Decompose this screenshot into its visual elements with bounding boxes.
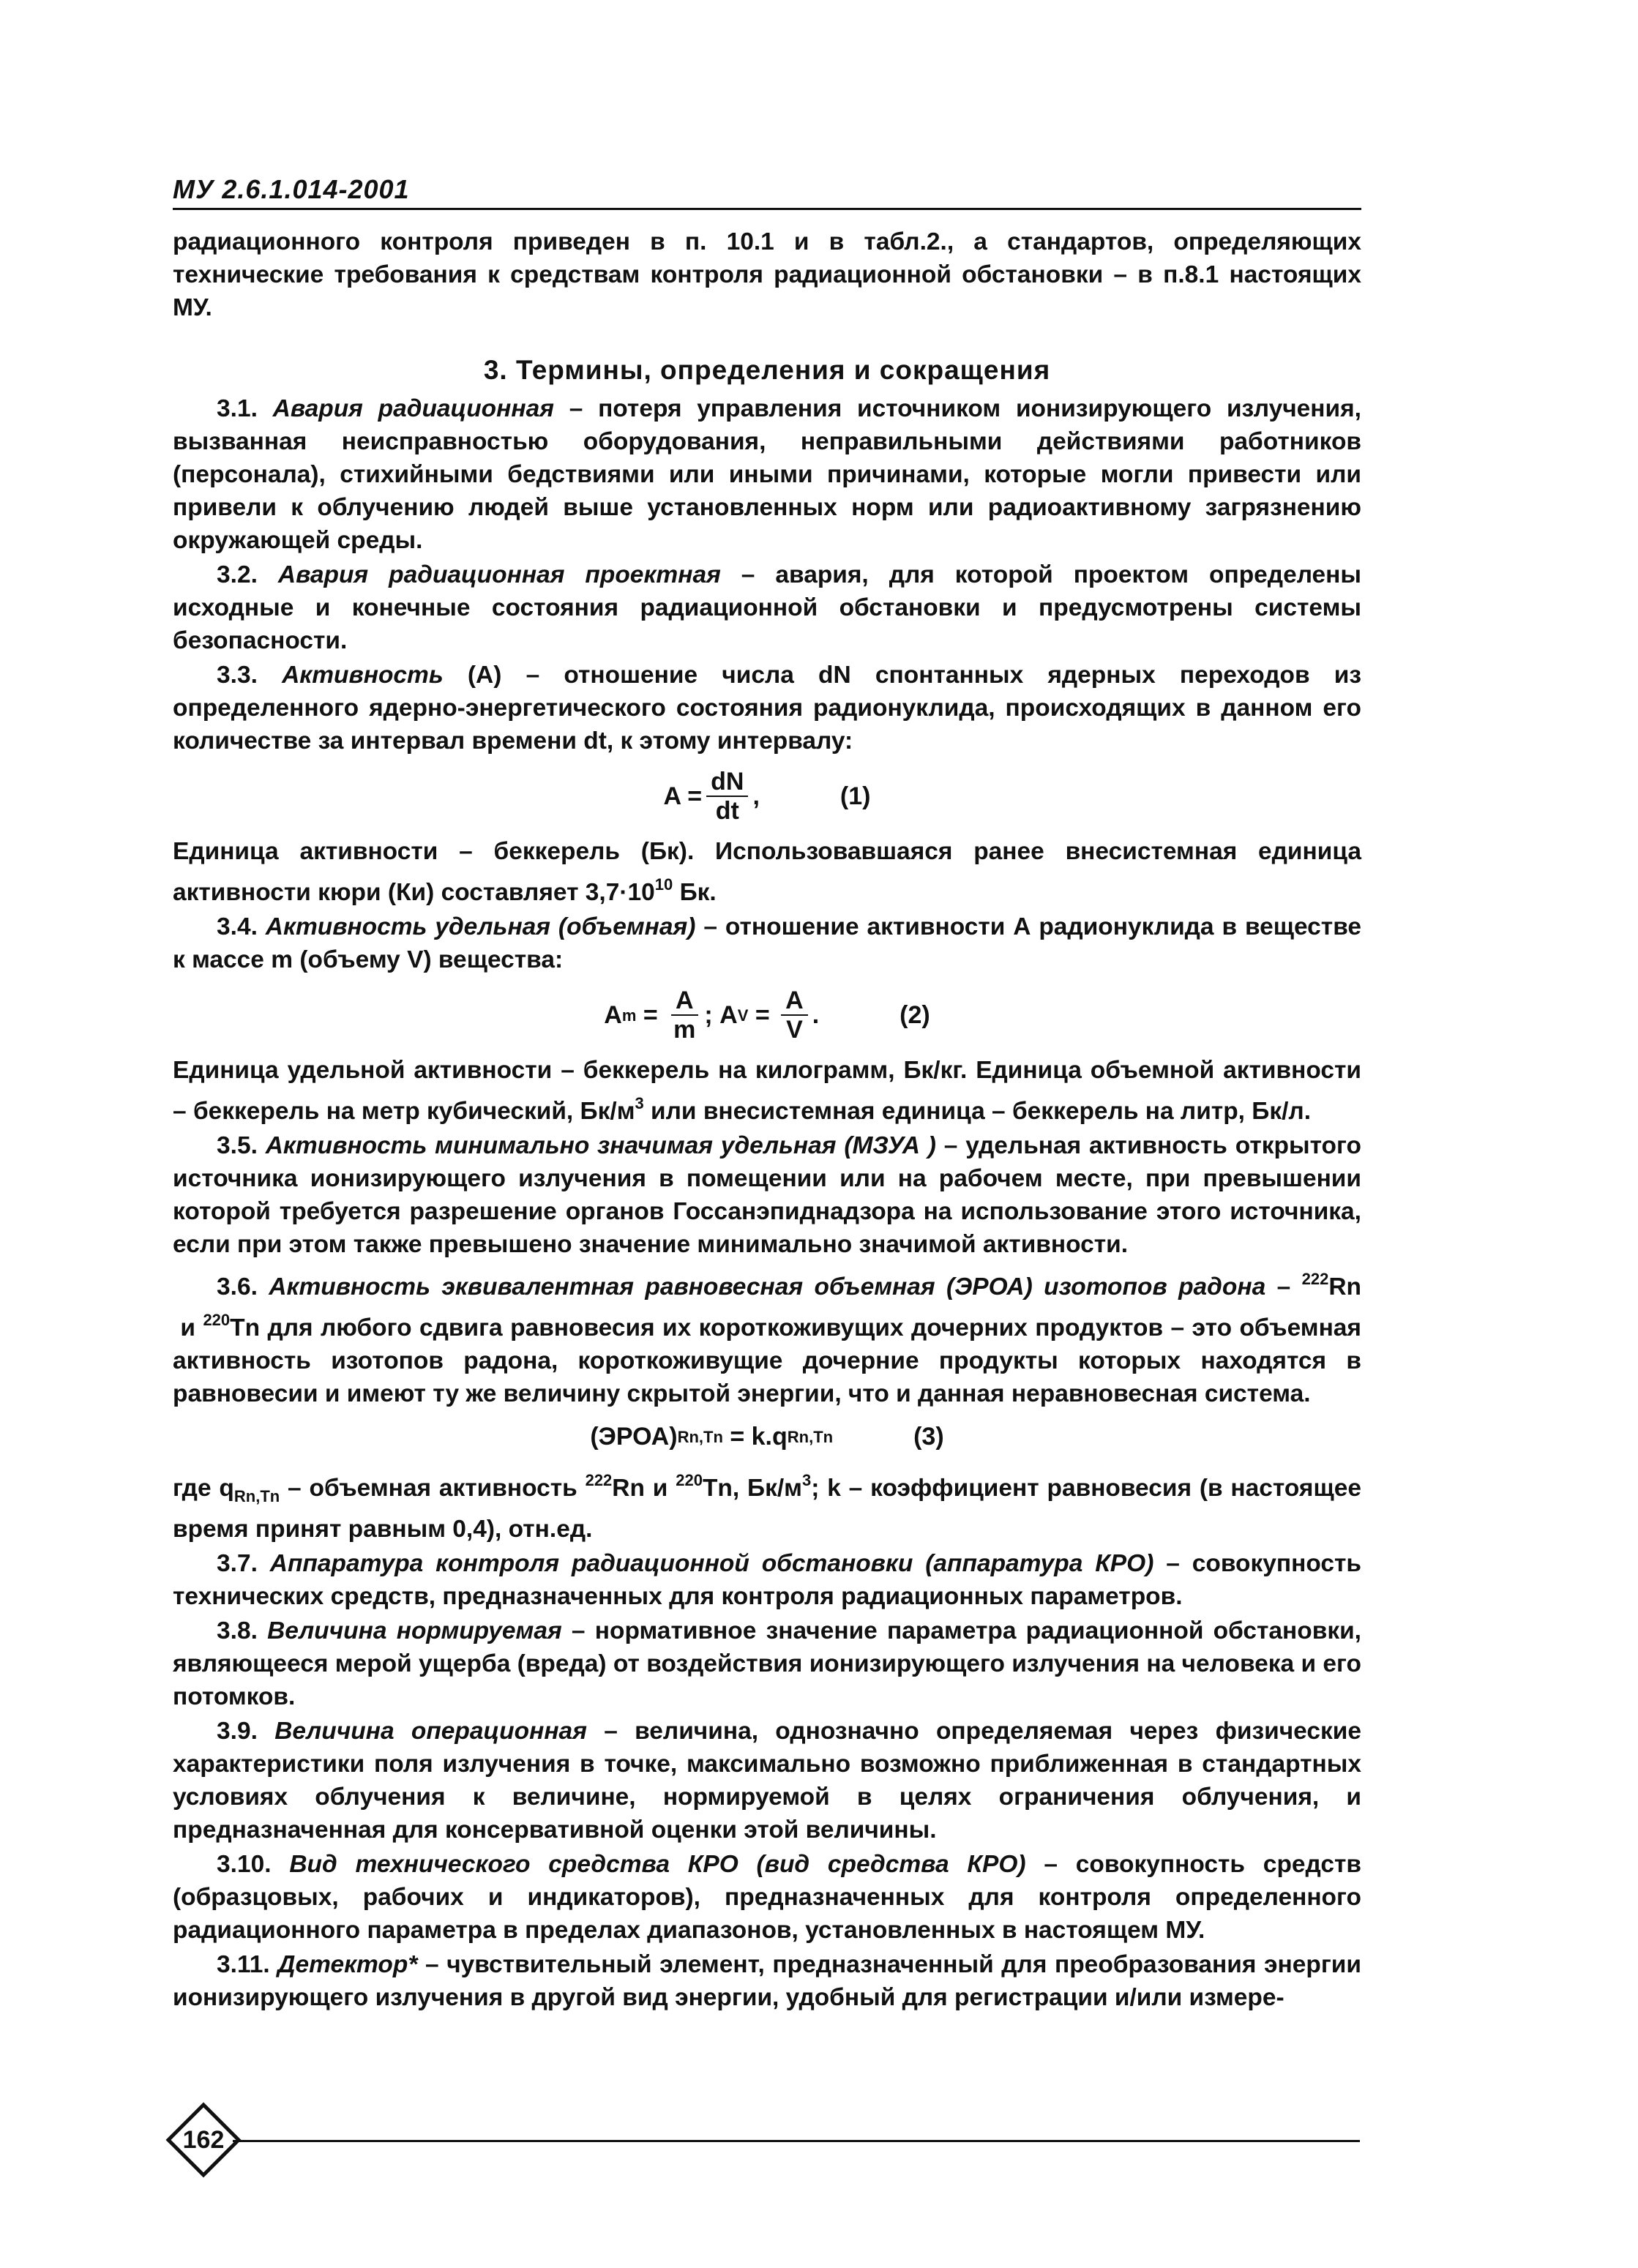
formula-tail: .: [812, 1000, 820, 1029]
subscript: V: [737, 1006, 749, 1025]
term-paragraph: [173, 558, 1361, 657]
item-number: 3.11.: [217, 1951, 270, 1978]
term-definition: – потеря управления источником ионизирующего излучения, вызванная неисправностью оборудования, неправильными действиями работников (персонала), стихийными бедствиями или иными причинами, которые могли привести или привели к облучению людей выше установленных норм или радиоактивному загрязнению окружающей среды.: [173, 395, 1361, 554]
formula-tail: ,: [752, 782, 760, 810]
term-definition: для любого сдвига равновесия их короткоживущих дочерних продуктов – это объемная активность изотопов радона, короткоживущие дочерние продукты которых находятся в равновесии и имеют ту же величину скрытой энергии, что и данная неравновесная система.: [173, 1314, 1361, 1407]
formula-2: [173, 987, 1361, 1044]
paragraph: [173, 1464, 1361, 1546]
page-header: [173, 174, 1361, 210]
mass-number: 220: [676, 1471, 703, 1489]
formula-symbol: A: [604, 1000, 622, 1029]
item-number: 3.7.: [217, 1550, 258, 1577]
text-run: – объемная активность: [280, 1475, 586, 1502]
term-name: Авария радиационная проектная: [277, 561, 721, 588]
formula-operator: = k.q: [722, 1423, 788, 1451]
term-definition: – величина, однозначно определяемая через физические характеристики поля излучения в точке, максимально возможно приближенная в стандартных условиях облучения к величине, нормируемой в целях ограничения облучения, и предназначенная для консервативной оценки этой величины.: [173, 1718, 1361, 1844]
term-name: Величина нормируемая: [267, 1617, 562, 1644]
footer-rule: [233, 2140, 1360, 2142]
text-run: или внесистемная единица – беккерель на литр, Бк/л.: [643, 1098, 1312, 1125]
equation-number: (2): [900, 1000, 930, 1029]
denominator: dt: [715, 797, 739, 825]
term-definition: – совокупность средств (образцовых, рабочих и индикаторов), предназначенных для контроля определенного радиационного параметра в пределах диапазонов, установленных в настоящем МУ.: [173, 1851, 1361, 1944]
equation-number: (1): [839, 782, 871, 810]
equation-number: (3): [913, 1423, 944, 1451]
text-run: ; k – коэффициент равновесия (в настоящее время принят равным 0,4), отн.ед.: [173, 1475, 1361, 1543]
term-paragraph: [173, 659, 1361, 757]
formula-symbol: A: [719, 1000, 738, 1029]
item-number: 3.4.: [217, 913, 258, 940]
formula-symbol: (ЭРОА): [590, 1423, 678, 1451]
superscript: 3: [635, 1094, 644, 1112]
text-run: где q: [173, 1475, 234, 1502]
subscript: m: [621, 1006, 637, 1025]
mass-number: 222: [585, 1471, 613, 1489]
paragraph: [173, 1054, 1361, 1128]
fraction: [781, 987, 808, 1044]
isotope-symbol: Rn: [1328, 1273, 1362, 1300]
formula-1: [173, 768, 1361, 825]
text-run: Rn и: [612, 1475, 676, 1502]
superscript: 10: [654, 875, 673, 894]
term-name: Активность эквивалентная равновесная объемная (ЭРОА) изотопов радона: [269, 1273, 1266, 1300]
isotope-symbol: Tn: [230, 1314, 261, 1341]
term-definition: (А) – отношение числа dN спонтанных ядерных переходов из определенного ядерно-энергетического состояния радионуклида, происходящих в данном его количестве за интервал времени dt, к этому интервалу:: [173, 662, 1361, 755]
text-run: Единица удельной активности – беккерель на килограмм, Бк/кг. Единица объемной активности – беккерель на метр кубический, Бк/м: [173, 1057, 1361, 1125]
formula-operator: =: [748, 1000, 777, 1029]
term-name: Вид технического средства КРО (вид средства КРО): [289, 1851, 1026, 1878]
page-number: 162: [182, 2126, 225, 2154]
mass-number: 220: [203, 1311, 231, 1329]
item-number: 3.5.: [217, 1132, 258, 1159]
item-number: 3.2.: [217, 561, 258, 588]
numerator: A: [671, 987, 698, 1016]
formula-separator: ;: [704, 1000, 720, 1029]
term-name: Авария радиационная: [272, 395, 554, 422]
term-definition: – авария, для которой проектом определены исходные и конечные состояния радиационной обстановки и предусмотрены системы безопасности.: [173, 561, 1362, 654]
term-name: Величина операционная: [274, 1718, 587, 1745]
item-number: 3.9.: [217, 1718, 258, 1745]
item-number: 3.8.: [217, 1617, 258, 1644]
denominator: V: [786, 1016, 803, 1044]
text-run: –: [1265, 1273, 1302, 1300]
text-run: и: [173, 1314, 203, 1341]
term-definition: – нормативное значение параметра радиационной обстановки, являющееся мерой ущерба (вреда) от воздействия ионизирующего излучения на человека и его потомков.: [173, 1617, 1361, 1710]
term-definition: – отношение активности А радионуклида в веществе к массе m (объему V) вещества:: [173, 913, 1361, 973]
page-body: [173, 225, 1361, 2016]
mass-number: 222: [1301, 1270, 1329, 1288]
page-footer: [165, 2102, 1366, 2182]
paragraph: [173, 835, 1361, 909]
text-run: Бк.: [673, 879, 717, 906]
term-paragraph: [173, 1129, 1361, 1261]
term-definition: – чувствительный элемент, предназначенный для преобразования энергии ионизирующего излучения в другой вид энергии, удобный для регистрации и/или измере-: [173, 1951, 1361, 2011]
fraction: [669, 987, 700, 1044]
term-paragraph: [173, 392, 1361, 557]
term-definition: – совокупность технических средств, предназначенных для контроля радиационных параметров.: [173, 1550, 1361, 1610]
formula-operator: =: [636, 1000, 665, 1029]
term-paragraph: [173, 1614, 1361, 1713]
term-name: Активность: [282, 662, 444, 689]
term-paragraph: [173, 1262, 1361, 1410]
item-number: 3.10.: [217, 1851, 272, 1878]
term-name: Активность минимально значимая удельная (МЗУА ): [265, 1132, 936, 1159]
item-number: 3.3.: [217, 662, 258, 689]
formula-lhs: A =: [663, 782, 703, 810]
text-run: Tn, Бк/м: [702, 1475, 802, 1502]
text-run: Единица активности – беккерель (Бк). Использовавшаяся ранее внесистемная единица активности кюри (Ки) составляет 3,7·10: [173, 838, 1361, 906]
term-name: Детектор*: [277, 1951, 418, 1978]
term-paragraph: [173, 910, 1361, 976]
section-title: 3. Термины, определения и сокращения: [483, 355, 1051, 385]
term-paragraph: [173, 1948, 1361, 2014]
subscript: Rn,Tn: [787, 1428, 834, 1446]
fraction: [706, 768, 748, 825]
term-name: Активность удельная (объемная): [265, 913, 696, 940]
term-name: Аппаратура контроля радиационной обстановки (аппаратура КРО): [269, 1550, 1154, 1577]
term-definition: – удельная активность открытого источника ионизирующего излучения в помещении или на рабочем месте, при превышении которой требуется разрешение органов Госсанэпиднадзора на использование этого источника, если при этом также превышено значение минимально значимой активности.: [173, 1132, 1361, 1258]
term-paragraph: [173, 1715, 1361, 1846]
numerator: A: [781, 987, 808, 1016]
subscript: Rn,Tn: [677, 1428, 723, 1446]
item-number: 3.6.: [217, 1273, 258, 1300]
denominator: m: [673, 1016, 696, 1044]
intro-paragraph: радиационного контроля приведен в п. 10.1 и в табл.2., а стандартов, определяющих технические требования к средствам контроля радиационной обстановки – в п.8.1 настоящих МУ.: [173, 228, 1361, 321]
subscript: Rn,Tn: [233, 1487, 280, 1505]
term-paragraph: [173, 1547, 1361, 1613]
formula-3: [173, 1421, 1361, 1453]
superscript: 3: [801, 1471, 812, 1489]
item-number: 3.1.: [217, 395, 258, 422]
term-paragraph: [173, 1848, 1361, 1947]
document-code: МУ 2.6.1.014-2001: [173, 174, 410, 204]
numerator: dN: [706, 768, 748, 797]
